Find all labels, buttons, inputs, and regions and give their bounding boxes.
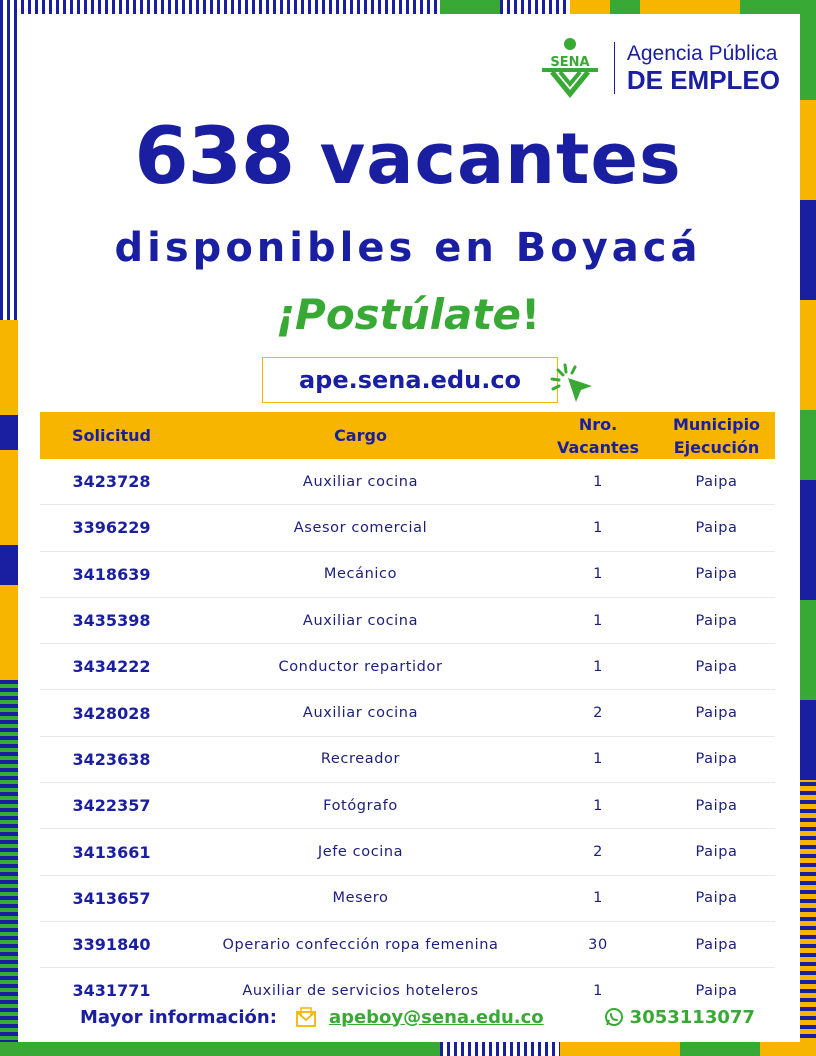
cell-vacantes: 1 [593, 473, 603, 490]
cell-cargo: Operario confección ropa femenina [222, 936, 499, 953]
vacancies-word: vacantes [319, 118, 682, 200]
cell-municipio: Paipa [695, 473, 738, 490]
header-solicitud: Solicitud [72, 426, 151, 445]
table-row [40, 505, 775, 551]
cell-solicitud: 3435398 [72, 611, 151, 631]
website-url: ape.sena.edu.co [298, 366, 522, 394]
cta-open: ¡ [275, 290, 296, 339]
table-row [40, 552, 775, 598]
cell-solicitud: 3391840 [72, 935, 151, 955]
cell-municipio: Paipa [695, 936, 738, 953]
cell-vacantes: 1 [593, 982, 603, 999]
table-row [40, 690, 775, 736]
table-row [40, 598, 775, 644]
cell-cargo: Auxiliar cocina [302, 612, 419, 629]
contact-phone[interactable]: 3053113077 [629, 1006, 755, 1028]
logo-separator [614, 42, 615, 94]
table-row [40, 459, 775, 505]
cell-solicitud: 3428028 [72, 703, 151, 723]
table-row [40, 829, 775, 875]
cell-solicitud: 3418639 [72, 564, 151, 584]
cell-vacantes: 1 [593, 890, 603, 907]
envelope-icon [295, 1006, 317, 1028]
svg-text:SENA: SENA [550, 55, 590, 70]
cell-municipio: Paipa [695, 566, 738, 583]
table-row [40, 922, 775, 968]
contact-footer [80, 1006, 755, 1028]
header-vacantes [538, 413, 658, 459]
table-body [40, 459, 775, 1014]
cta-word: Postúlate [295, 290, 521, 339]
table-header [40, 412, 775, 459]
table-row [40, 737, 775, 783]
vacancies-table [40, 412, 775, 1014]
logo-line2: DE EMPLEO [626, 65, 780, 95]
cell-cargo: Recreador [320, 751, 401, 768]
contact-email-link[interactable]: apeboy@sena.edu.co [328, 1006, 544, 1028]
cell-solicitud: 3413661 [72, 842, 151, 862]
cell-solicitud: 3396229 [72, 518, 151, 538]
cell-cargo: Mesero [332, 890, 389, 907]
website-link[interactable] [262, 357, 558, 403]
vacancies-count: 638 [134, 112, 295, 202]
cell-municipio: Paipa [695, 982, 738, 999]
cell-municipio: Paipa [695, 890, 738, 907]
cell-vacantes: 1 [593, 566, 603, 583]
cell-cargo: Auxiliar de servicios hoteleros [242, 982, 479, 999]
cell-vacantes: 1 [593, 751, 603, 768]
cell-cargo: Conductor repartidor [278, 658, 443, 675]
header-vacantes-line1: Nro. [578, 414, 618, 434]
cell-cargo: Fotógrafo [323, 797, 398, 814]
cell-vacantes: 1 [593, 519, 603, 536]
cell-solicitud: 3423728 [72, 472, 151, 492]
cell-cargo: Jefe cocina [317, 844, 404, 861]
cell-municipio: Paipa [695, 797, 738, 814]
header-municipio-line2: Ejecución [673, 437, 760, 457]
cell-solicitud: 3423638 [72, 749, 151, 769]
apply-call-to-action [0, 288, 816, 342]
cell-municipio: Paipa [695, 751, 738, 768]
cell-vacantes: 1 [593, 658, 603, 675]
cell-vacantes: 30 [588, 936, 608, 953]
cell-municipio: Paipa [695, 705, 738, 722]
table-row [40, 644, 775, 690]
table-row [40, 783, 775, 829]
logo-wordmark [627, 42, 780, 94]
header-municipio [658, 413, 775, 459]
logo-line1: Agencia Pública [626, 42, 778, 65]
cell-vacantes: 2 [593, 844, 603, 861]
cell-vacantes: 1 [593, 797, 603, 814]
whatsapp-icon [604, 1007, 624, 1027]
location-subheading: disponibles en Boyacá [114, 225, 702, 271]
vacancies-headline [0, 112, 816, 204]
cell-solicitud: 3431771 [72, 981, 151, 1001]
click-cursor-icon [548, 362, 594, 406]
cell-solicitud: 3413657 [72, 888, 151, 908]
cell-municipio: Paipa [695, 612, 738, 629]
table-row [40, 876, 775, 922]
cell-municipio: Paipa [695, 844, 738, 861]
cell-municipio: Paipa [695, 519, 738, 536]
cell-cargo: Auxiliar cocina [302, 473, 419, 490]
cell-cargo: Auxiliar cocina [302, 705, 419, 722]
cell-cargo: Asesor comercial [293, 519, 428, 536]
cell-solicitud: 3434222 [72, 657, 151, 677]
cell-vacantes: 2 [593, 705, 603, 722]
cell-vacantes: 1 [593, 612, 603, 629]
cell-solicitud: 3422357 [72, 796, 151, 816]
header-municipio-line1: Municipio [672, 414, 761, 434]
cta-close: ! [520, 290, 541, 339]
agency-logo [538, 36, 780, 100]
footer-label: Mayor información: [80, 1006, 277, 1028]
cell-cargo: Mecánico [323, 566, 398, 583]
header-vacantes-line2: Vacantes [557, 437, 639, 457]
header-cargo: Cargo [334, 426, 387, 445]
cell-municipio: Paipa [695, 658, 738, 675]
sena-logo-icon [538, 36, 602, 100]
